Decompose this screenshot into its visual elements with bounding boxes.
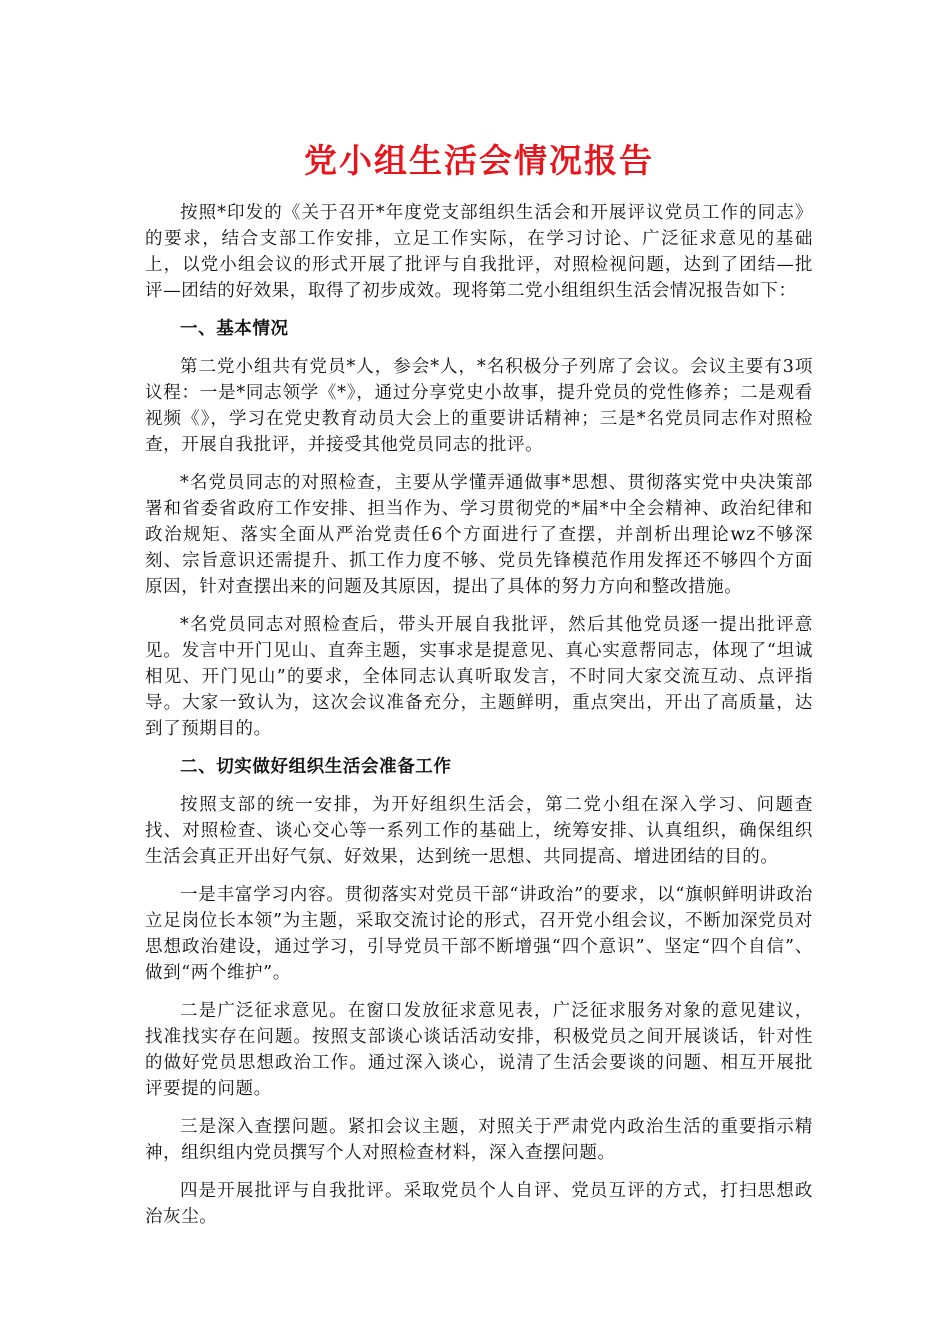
section-1-paragraph-3: *名党员同志对照检查后，带头开展自我批评，然后其他党员逐一提出批评意见。发言中开门见山、直奔主题，实事求是提意见、真心实意帮同志，体现了“坦诚相见、开门见山”的要求，全体同志认真听取发言，不时同大家交流互动、点评指导。大家一致认为，这次会议准备充分，主题鲜明，重点突出，开出了高质量，达到了预期目的。 bbox=[145, 615, 813, 739]
intro-paragraph: 按照*印发的《关于召开*年度党支部组织生活会和开展评议党员工作的同志》的要求，结合支部工作安排，立足工作实际，在学习讨论、广泛征求意见的基础上，以党小组会议的形式开展了批评与自我批评，对照检视问题，达到了团结—批评—团结的好效果，取得了初步成效。现将第二党小组组织生活会情况报告如下： bbox=[145, 203, 813, 301]
section-2-paragraph-4: 三是深入查摆问题。紧扣会议主题，对照关于严肃党内政治生活的重要指示精神，组织组内党员撰写个人对照检查材料，深入查摆问题。 bbox=[145, 1117, 813, 1163]
document-page bbox=[145, 138, 813, 1242]
document-title: 党小组生活会情况报告 bbox=[304, 141, 654, 180]
section-1-heading: 一、基本情况 bbox=[180, 319, 289, 339]
section-1-paragraph-2: *名党员同志的对照检查，主要从学懂弄通做事*思想、贯彻落实党中央决策部署和省委省政府工作安排、担当作为、学习贯彻党的*届*中全会精神、政治纪律和政治规矩、落实全面从严治党责任6个方面进行了查摆，并剖析出理论wz不够深刻、宗旨意识还需提升、抓工作力度不够、党员先锋模范作用发挥还不够四个方面原因，针对查摆出来的问题及其原因，提出了具体的努力方向和整改措施。 bbox=[145, 473, 813, 597]
section-2-heading: 二、切实做好组织生活会准备工作 bbox=[180, 757, 452, 777]
section-2-paragraph-2: 一是丰富学习内容。贯彻落实对党员干部“讲政治”的要求，以“旗帜鲜明讲政治立足岗位长本领”为主题，采取交流讨论的形式，召开党小组会议，不断加深党员对思想政治建设，通过学习，引导党员干部不断增强“四个意识”、坚定“四个自信”、做到“两个维护”。 bbox=[145, 885, 813, 983]
section-2-paragraph-1: 按照支部的统一安排，为开好组织生活会，第二党小组在深入学习、问题查找、对照检查、谈心交心等一系列工作的基础上，统筹安排、认真组织，确保组织生活会真正开出好气氛、好效果，达到统一思想、共同提高、增进团结的目的。 bbox=[145, 795, 813, 867]
section-2-paragraph-3: 二是广泛征求意见。在窗口发放征求意见表，广泛征求服务对象的意见建议，找准找实存在问题。按照支部谈心谈话活动安排，积极党员之间开展谈话，针对性的做好党员思想政治工作。通过深入谈心，说清了生活会要谈的问题、相互开展批评要提的问题。 bbox=[145, 1001, 813, 1099]
section-2-paragraph-5: 四是开展批评与自我批评。采取党员个人自评、党员互评的方式，打扫思想政治灰尘。 bbox=[145, 1181, 813, 1227]
section-1-paragraph-1: 第二党小组共有党员*人，参会*人，*名积极分子列席了会议。会议主要有3项议程：一是*同志领学《*》，通过分享党史小故事，提升党员的党性修养；二是观看视频《》，学习在党史教育动员大会上的重要讲话精神；三是*名党员同志作对照检查，开展自我批评，并接受其他党员同志的批评。 bbox=[145, 357, 813, 455]
